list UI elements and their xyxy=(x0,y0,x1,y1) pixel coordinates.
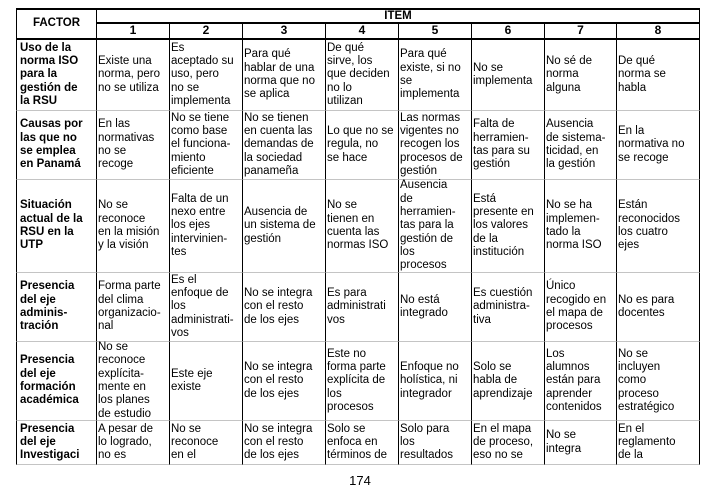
item-cell: No se reconoce explícita- mente en los planes de estudio xyxy=(97,342,170,421)
item-cell: Este eje existe xyxy=(170,342,243,421)
item-cell: No se ha implemen- tado la norma ISO xyxy=(545,180,617,273)
item-number: 5 xyxy=(399,24,472,40)
item-cell: Para qué hablar de una norma que no se aplica xyxy=(243,40,326,111)
item-cell: Único recogido en el mapa de procesos xyxy=(545,273,617,342)
item-cell: Es aceptado su uso, pero no se implementa xyxy=(170,40,243,111)
item-header: ÍTEM xyxy=(97,8,700,24)
item-cell: Ausencia de sistema- ticidad, en la gestión xyxy=(545,111,617,180)
item-cell: Lo que no se regula, no se hace xyxy=(326,111,399,180)
item-cell: Las normas vigentes no recogen los procesos de gestión xyxy=(399,111,472,180)
factor-cell: Presencia del eje formación académica xyxy=(16,342,97,421)
item-cell: No se reconoce en el xyxy=(170,421,243,465)
item-cell: Es para administrati vos xyxy=(326,273,399,342)
item-cell: Solo se habla de aprendizaje xyxy=(472,342,545,421)
item-cell: No se integra con el resto de los ejes xyxy=(243,273,326,342)
item-cell: No está integrado xyxy=(399,273,472,342)
page-number-area xyxy=(330,473,390,488)
table-viewport xyxy=(16,8,700,462)
item-cell: En el mapa de proceso, eso no se xyxy=(472,421,545,465)
item-cell: No se integra con el resto de los ejes xyxy=(243,421,326,465)
item-cell: Ausencia de herramien- tas para la gestión de los procesos xyxy=(399,180,472,273)
item-cell: Existe una norma, pero no se utiliza xyxy=(97,40,170,111)
factor-cell: Presencia del eje adminis- tración xyxy=(16,273,97,342)
item-cell: En la normativa no se recoge xyxy=(617,111,700,180)
item-cell: Forma parte del clima organizacio- nal xyxy=(97,273,170,342)
item-cell: De qué norma se habla xyxy=(617,40,700,111)
item-number: 6 xyxy=(472,24,545,40)
item-number: 7 xyxy=(545,24,617,40)
factor-item-table xyxy=(16,8,700,465)
item-cell: Es el enfoque de los administrati- vos xyxy=(170,273,243,342)
factor-cell: Causas por las que no se emplea en Panamá xyxy=(16,111,97,180)
factor-cell: Situación actual de la RSU en la UTP xyxy=(16,180,97,273)
item-cell: Es cuestión administra- tiva xyxy=(472,273,545,342)
item-cell: En el reglamento de la xyxy=(617,421,700,465)
item-cell: Para qué existe, si no se implementa xyxy=(399,40,472,111)
item-cell: A pesar de lo logrado, no es xyxy=(97,421,170,465)
item-number: 2 xyxy=(170,24,243,40)
item-cell: Este no forma parte explícita de los procesos xyxy=(326,342,399,421)
item-cell: Falta de herramien- tas para su gestión xyxy=(472,111,545,180)
item-cell: De qué sirve, los que deciden no lo utilizan xyxy=(326,40,399,111)
item-number: 4 xyxy=(326,24,399,40)
item-cell: No se implementa xyxy=(472,40,545,111)
item-cell: No sé de norma alguna xyxy=(545,40,617,111)
item-cell: Solo para los resultados xyxy=(399,421,472,465)
item-cell: No se tienen en cuenta las normas ISO xyxy=(326,180,399,273)
item-cell: Enfoque no holística, ni integrador xyxy=(399,342,472,421)
item-cell: Solo se enfoca en términos de xyxy=(326,421,399,465)
page-number: 174 xyxy=(349,473,371,488)
item-number: 1 xyxy=(97,24,170,40)
item-cell: No se tiene como base el funciona- miento eficiente xyxy=(170,111,243,180)
item-number: 3 xyxy=(243,24,326,40)
item-cell: No se tienen en cuenta las demandas de la sociedad panameña xyxy=(243,111,326,180)
factor-cell: Uso de la norma ISO para la gestión de la RSU xyxy=(16,40,97,111)
factor-header: FACTOR xyxy=(16,8,97,40)
item-cell: No se integra con el resto de los ejes xyxy=(243,342,326,421)
item-cell: En las normativas no se recoge xyxy=(97,111,170,180)
item-cell: Los alumnos están para aprender contenidos xyxy=(545,342,617,421)
item-number: 8 xyxy=(617,24,700,40)
item-cell: No se reconoce en la misión y la visión xyxy=(97,180,170,273)
item-cell: Falta de un nexo entre los ejes intervinien- tes xyxy=(170,180,243,273)
item-cell: No se integra xyxy=(545,421,617,465)
item-cell: Está presente en los valores de la institución xyxy=(472,180,545,273)
item-cell: Ausencia de un sistema de gestión xyxy=(243,180,326,273)
item-cell: Están reconocidos los cuatro ejes xyxy=(617,180,700,273)
item-cell: No es para docentes xyxy=(617,273,700,342)
item-cell: No se incluyen como proceso estratégico xyxy=(617,342,700,421)
factor-cell: Presencia del eje Investigaci xyxy=(16,421,97,465)
